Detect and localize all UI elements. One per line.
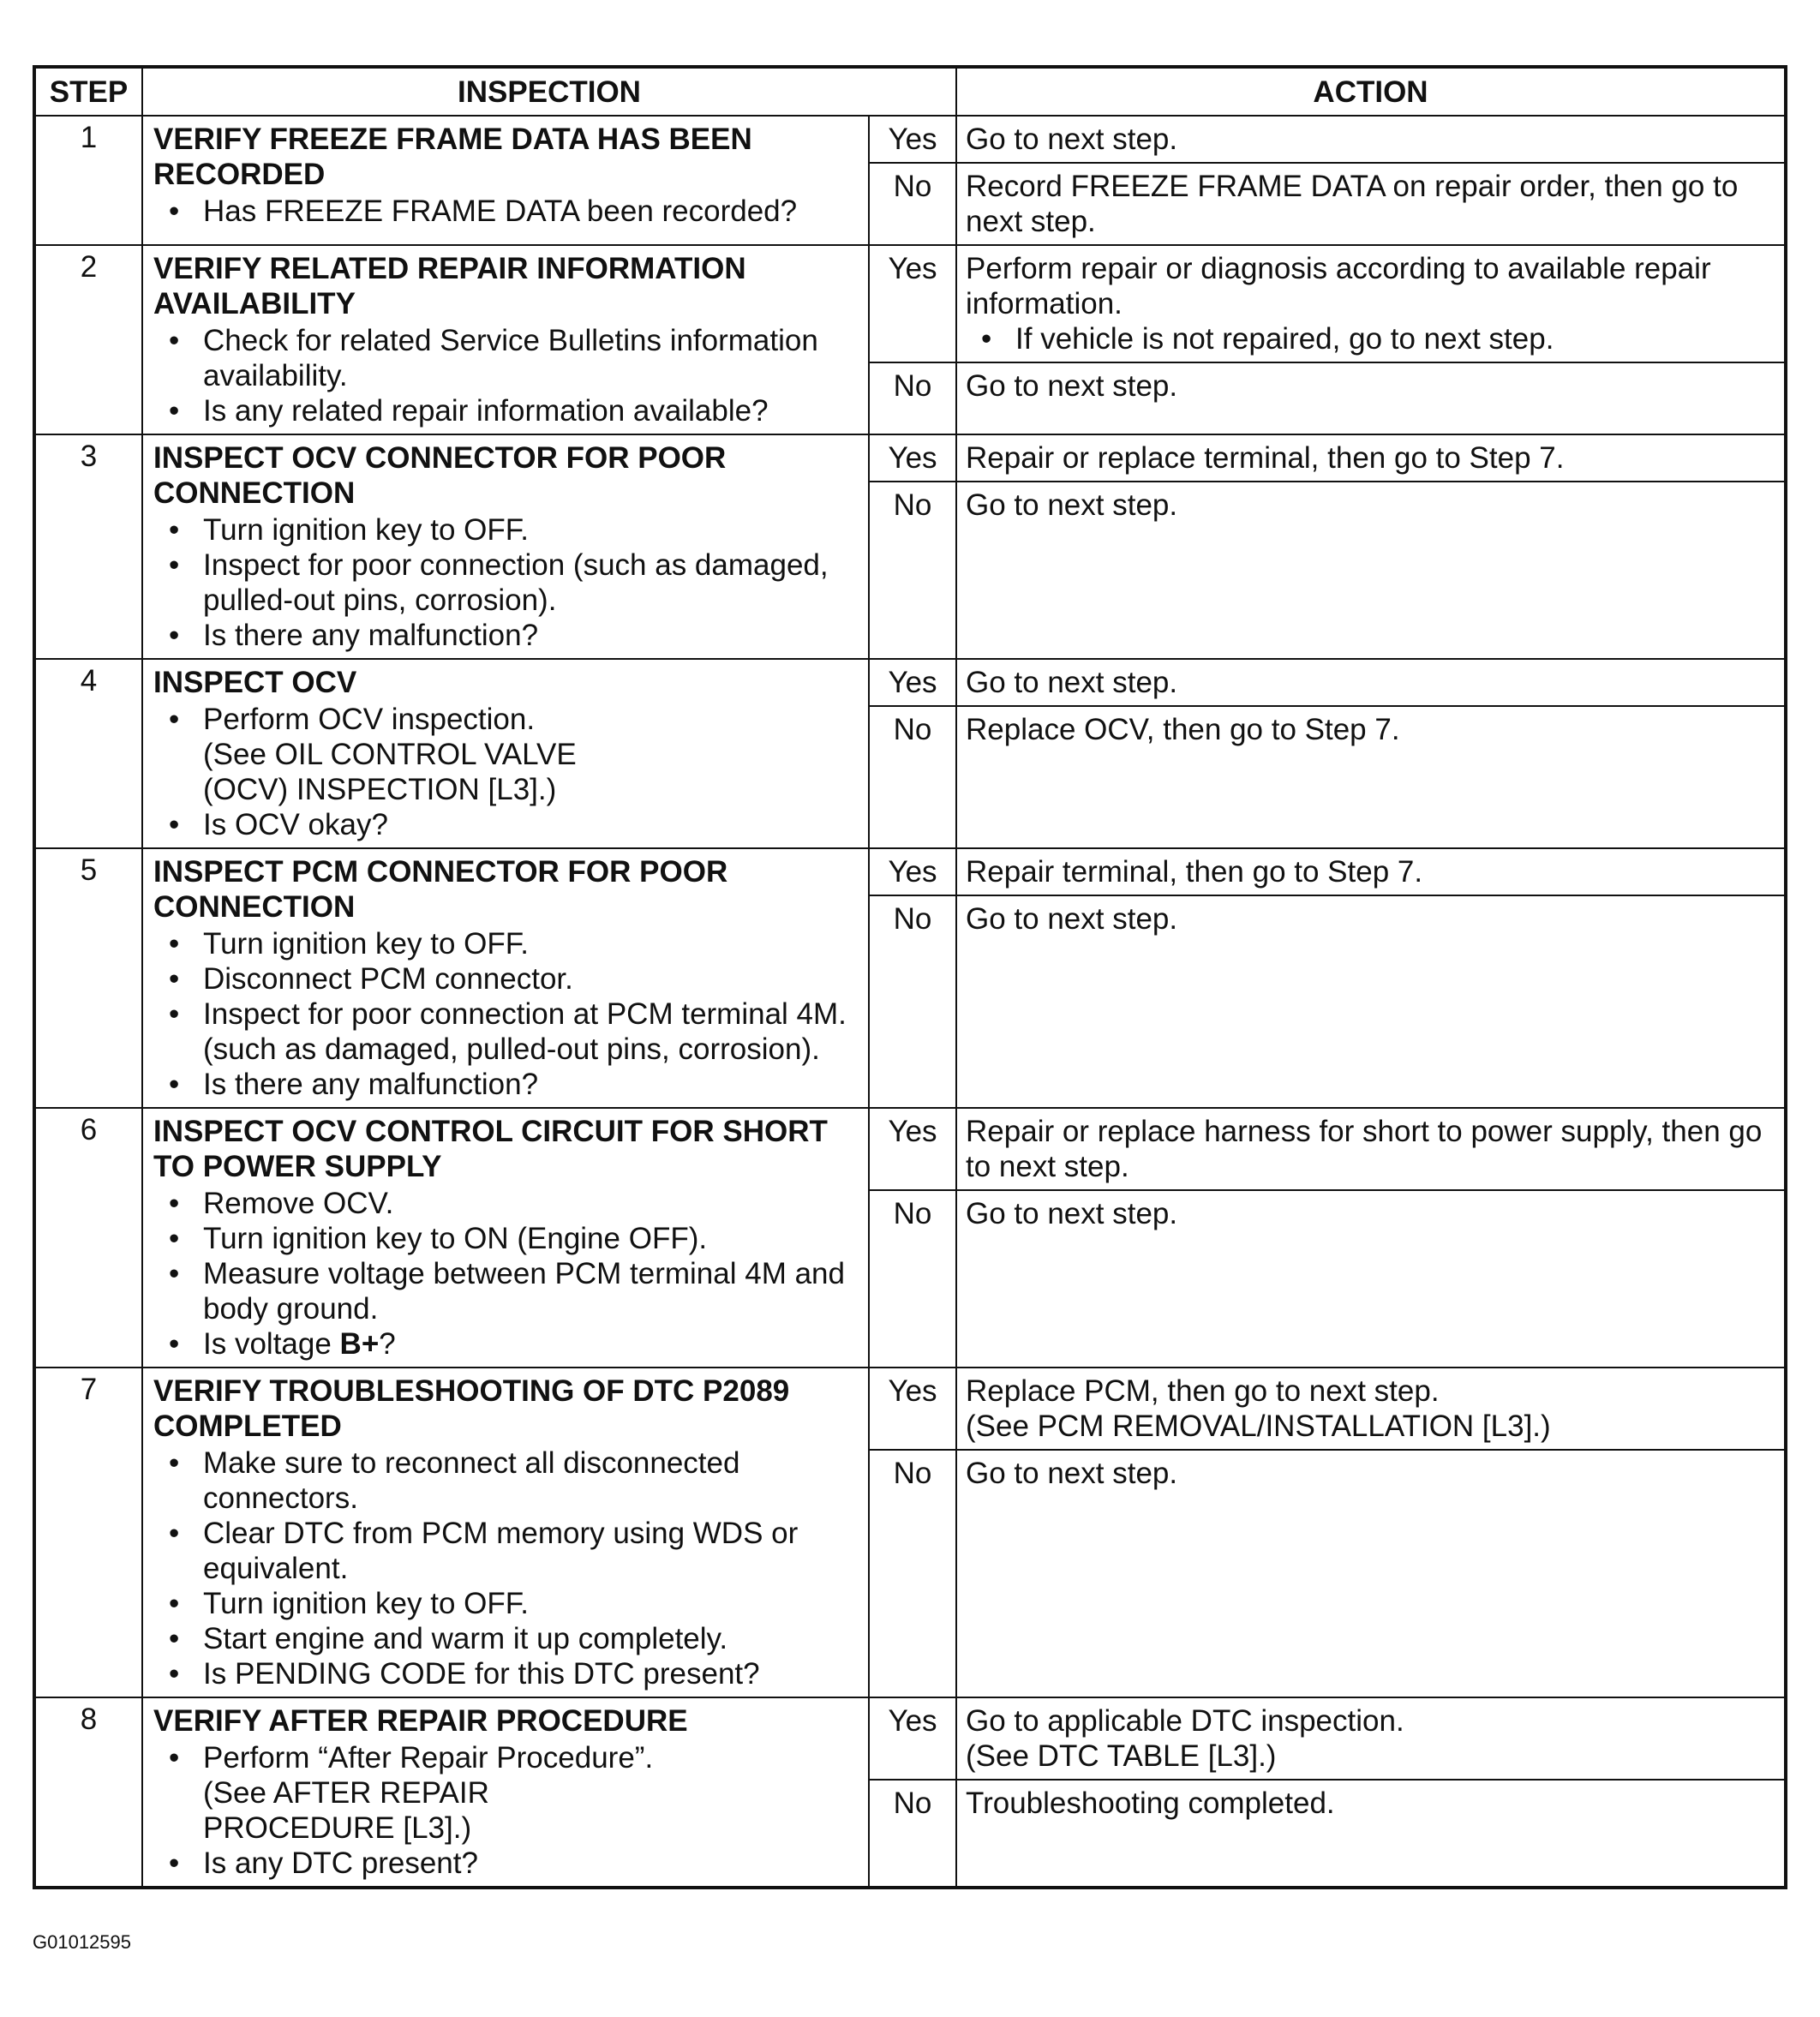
yes-action: Perform repair or diagnosis according to available repair information. — [966, 252, 1711, 320]
yes-action: Repair terminal, then go to Step 7. — [956, 848, 1786, 895]
yes-action: Repair or replace harness for short to power supply, then go to next step. — [956, 1108, 1786, 1190]
inspection-bullet: • Measure voltage between PCM terminal 4M and body ground. — [153, 1256, 859, 1326]
inspection-cell — [142, 659, 869, 848]
inspection-bullet: • Disconnect PCM connector. — [153, 961, 859, 997]
yes-label: Yes — [869, 116, 956, 163]
inspection-cell — [142, 1697, 869, 1888]
no-action: Record FREEZE FRAME DATA on repair order, then go to next step. — [956, 163, 1786, 245]
yes-label: Yes — [869, 434, 956, 482]
inspection-bullet: • Start engine and warm it up completely. — [153, 1621, 859, 1656]
yes-label: Yes — [869, 1368, 956, 1450]
inspection-bullets — [153, 194, 859, 229]
yes-action-cell — [956, 1697, 1786, 1780]
inspection-bullet — [153, 1740, 859, 1846]
inspection-bullet: • Turn ignition key to ON (Engine OFF). — [153, 1221, 859, 1256]
inspection-bullets — [153, 1445, 859, 1691]
inspection-bullet: • Inspect for poor connection (such as damaged, pulled-out pins, corrosion). — [153, 548, 859, 618]
no-action: Go to next step. — [956, 895, 1786, 1108]
inspection-bullets — [153, 1740, 859, 1881]
diagnostic-procedure-table — [33, 65, 1787, 1889]
inspection-bullet: • Has FREEZE FRAME DATA been recorded? — [153, 194, 859, 229]
inspection-cell — [142, 848, 869, 1108]
no-action: Go to next step. — [956, 362, 1786, 434]
step-number: 6 — [34, 1108, 142, 1368]
yes-action-cell — [956, 1368, 1786, 1450]
yes-label: Yes — [869, 245, 956, 362]
step-number: 2 — [34, 245, 142, 434]
voltage-question-suffix: ? — [379, 1327, 396, 1361]
inspection-title: INSPECT OCV CONTROL CIRCUIT FOR SHORT TO POWER SUPPLY — [153, 1115, 828, 1183]
inspection-bullets — [153, 702, 859, 842]
inspection-bullet: • Is there any malfunction? — [153, 1067, 859, 1102]
inspection-cell — [142, 1108, 869, 1368]
yes-action-reference: (See DTC TABLE [L3].) — [966, 1739, 1277, 1773]
yes-action: Go to next step. — [956, 659, 1786, 706]
action-column-header: ACTION — [956, 67, 1786, 116]
yes-action-cell — [956, 245, 1786, 362]
inspection-reference: (See AFTER REPAIR PROCEDURE [L3].) — [203, 1776, 489, 1845]
inspection-bullets — [153, 512, 859, 653]
inspection-bullet-text: • Perform OCV inspection. — [203, 703, 536, 736]
inspection-title: VERIFY FREEZE FRAME DATA HAS BEEN RECORDED — [153, 123, 752, 191]
voltage-value: B+ — [339, 1327, 380, 1361]
no-label: No — [869, 362, 956, 434]
inspection-bullet: • Clear DTC from PCM memory using WDS or equivalent. — [153, 1516, 859, 1586]
inspection-bullet: • Is any related repair information available? — [153, 393, 859, 428]
action-bullets — [966, 321, 1775, 356]
no-action: Go to next step. — [956, 1450, 1786, 1697]
table-row — [34, 659, 1786, 706]
inspection-cell — [142, 245, 869, 434]
table-row — [34, 116, 1786, 163]
step-number: 5 — [34, 848, 142, 1108]
inspection-column-header: INSPECTION — [142, 67, 956, 116]
no-label: No — [869, 895, 956, 1108]
yes-action: Repair or replace terminal, then go to Step 7. — [956, 434, 1786, 482]
table-row — [34, 848, 1786, 895]
inspection-title: VERIFY AFTER REPAIR PROCEDURE — [153, 1704, 688, 1738]
step-number: 7 — [34, 1368, 142, 1697]
inspection-cell — [142, 1368, 869, 1697]
no-label: No — [869, 1190, 956, 1368]
yes-label: Yes — [869, 848, 956, 895]
inspection-reference: (See OIL CONTROL VALVE (OCV) INSPECTION [L3].) — [203, 738, 577, 806]
inspection-bullet: • Turn ignition key to OFF. — [153, 926, 859, 961]
step-number: 8 — [34, 1697, 142, 1888]
inspection-title: VERIFY RELATED REPAIR INFORMATION AVAILABILITY — [153, 252, 746, 320]
inspection-title: INSPECT OCV — [153, 666, 357, 699]
inspection-bullet: • Turn ignition key to OFF. — [153, 1586, 859, 1621]
table-row — [34, 1368, 1786, 1450]
inspection-bullet: • Check for related Service Bulletins information availability. — [153, 323, 859, 393]
inspection-bullet: • Is there any malfunction? — [153, 618, 859, 653]
table-row — [34, 1108, 1786, 1190]
voltage-question-prefix: Is voltage — [203, 1327, 340, 1361]
inspection-bullet: • Remove OCV. — [153, 1186, 859, 1221]
inspection-bullet: • Is OCV okay? — [153, 807, 859, 842]
no-action: Troubleshooting completed. — [956, 1780, 1786, 1888]
inspection-bullet: • Turn ignition key to OFF. — [153, 512, 859, 548]
step-number: 4 — [34, 659, 142, 848]
inspection-title: INSPECT OCV CONNECTOR FOR POOR CONNECTION — [153, 441, 727, 510]
yes-label: Yes — [869, 659, 956, 706]
figure-code: G01012595 — [33, 1931, 131, 1953]
inspection-bullet: • Is PENDING CODE for this DTC present? — [153, 1656, 859, 1691]
no-label: No — [869, 706, 956, 848]
no-action: Go to next step. — [956, 482, 1786, 659]
yes-action: Go to next step. — [956, 116, 1786, 163]
table-header-row — [34, 67, 1786, 116]
no-action: Replace OCV, then go to Step 7. — [956, 706, 1786, 848]
no-label: No — [869, 163, 956, 245]
yes-action-reference: (See PCM REMOVAL/INSTALLATION [L3].) — [966, 1410, 1551, 1443]
inspection-bullet: • Make sure to reconnect all disconnected connectors. — [153, 1445, 859, 1516]
inspection-bullets — [153, 323, 859, 428]
no-label: No — [869, 1450, 956, 1697]
step-number: 3 — [34, 434, 142, 659]
inspection-bullet-text: • Perform “After Repair Procedure”. — [203, 1741, 654, 1775]
yes-label: Yes — [869, 1108, 956, 1190]
inspection-bullets — [153, 1186, 859, 1362]
no-label: No — [869, 1780, 956, 1888]
step-number: 1 — [34, 116, 142, 245]
inspection-bullet — [153, 1326, 859, 1362]
inspection-cell — [142, 434, 869, 659]
inspection-title: VERIFY TROUBLESHOOTING OF DTC P2089 COMPLETED — [153, 1374, 790, 1443]
yes-action: Go to applicable DTC inspection. — [966, 1704, 1404, 1738]
inspection-bullet — [153, 702, 859, 807]
inspection-bullets — [153, 926, 859, 1102]
inspection-bullet: • Is any DTC present? — [153, 1846, 859, 1881]
yes-action: Replace PCM, then go to next step. — [966, 1374, 1440, 1408]
inspection-title: INSPECT PCM CONNECTOR FOR POOR CONNECTION — [153, 855, 728, 924]
no-action: Go to next step. — [956, 1190, 1786, 1368]
inspection-bullet: • Inspect for poor connection at PCM terminal 4M. (such as damaged, pulled-out pins, corrosion). — [153, 997, 859, 1067]
table-row — [34, 1697, 1786, 1780]
table-row — [34, 245, 1786, 362]
step-column-header: STEP — [34, 67, 142, 116]
table-row — [34, 434, 1786, 482]
no-label: No — [869, 482, 956, 659]
yes-label: Yes — [869, 1697, 956, 1780]
action-bullet: • If vehicle is not repaired, go to next step. — [966, 321, 1775, 356]
inspection-cell — [142, 116, 869, 245]
